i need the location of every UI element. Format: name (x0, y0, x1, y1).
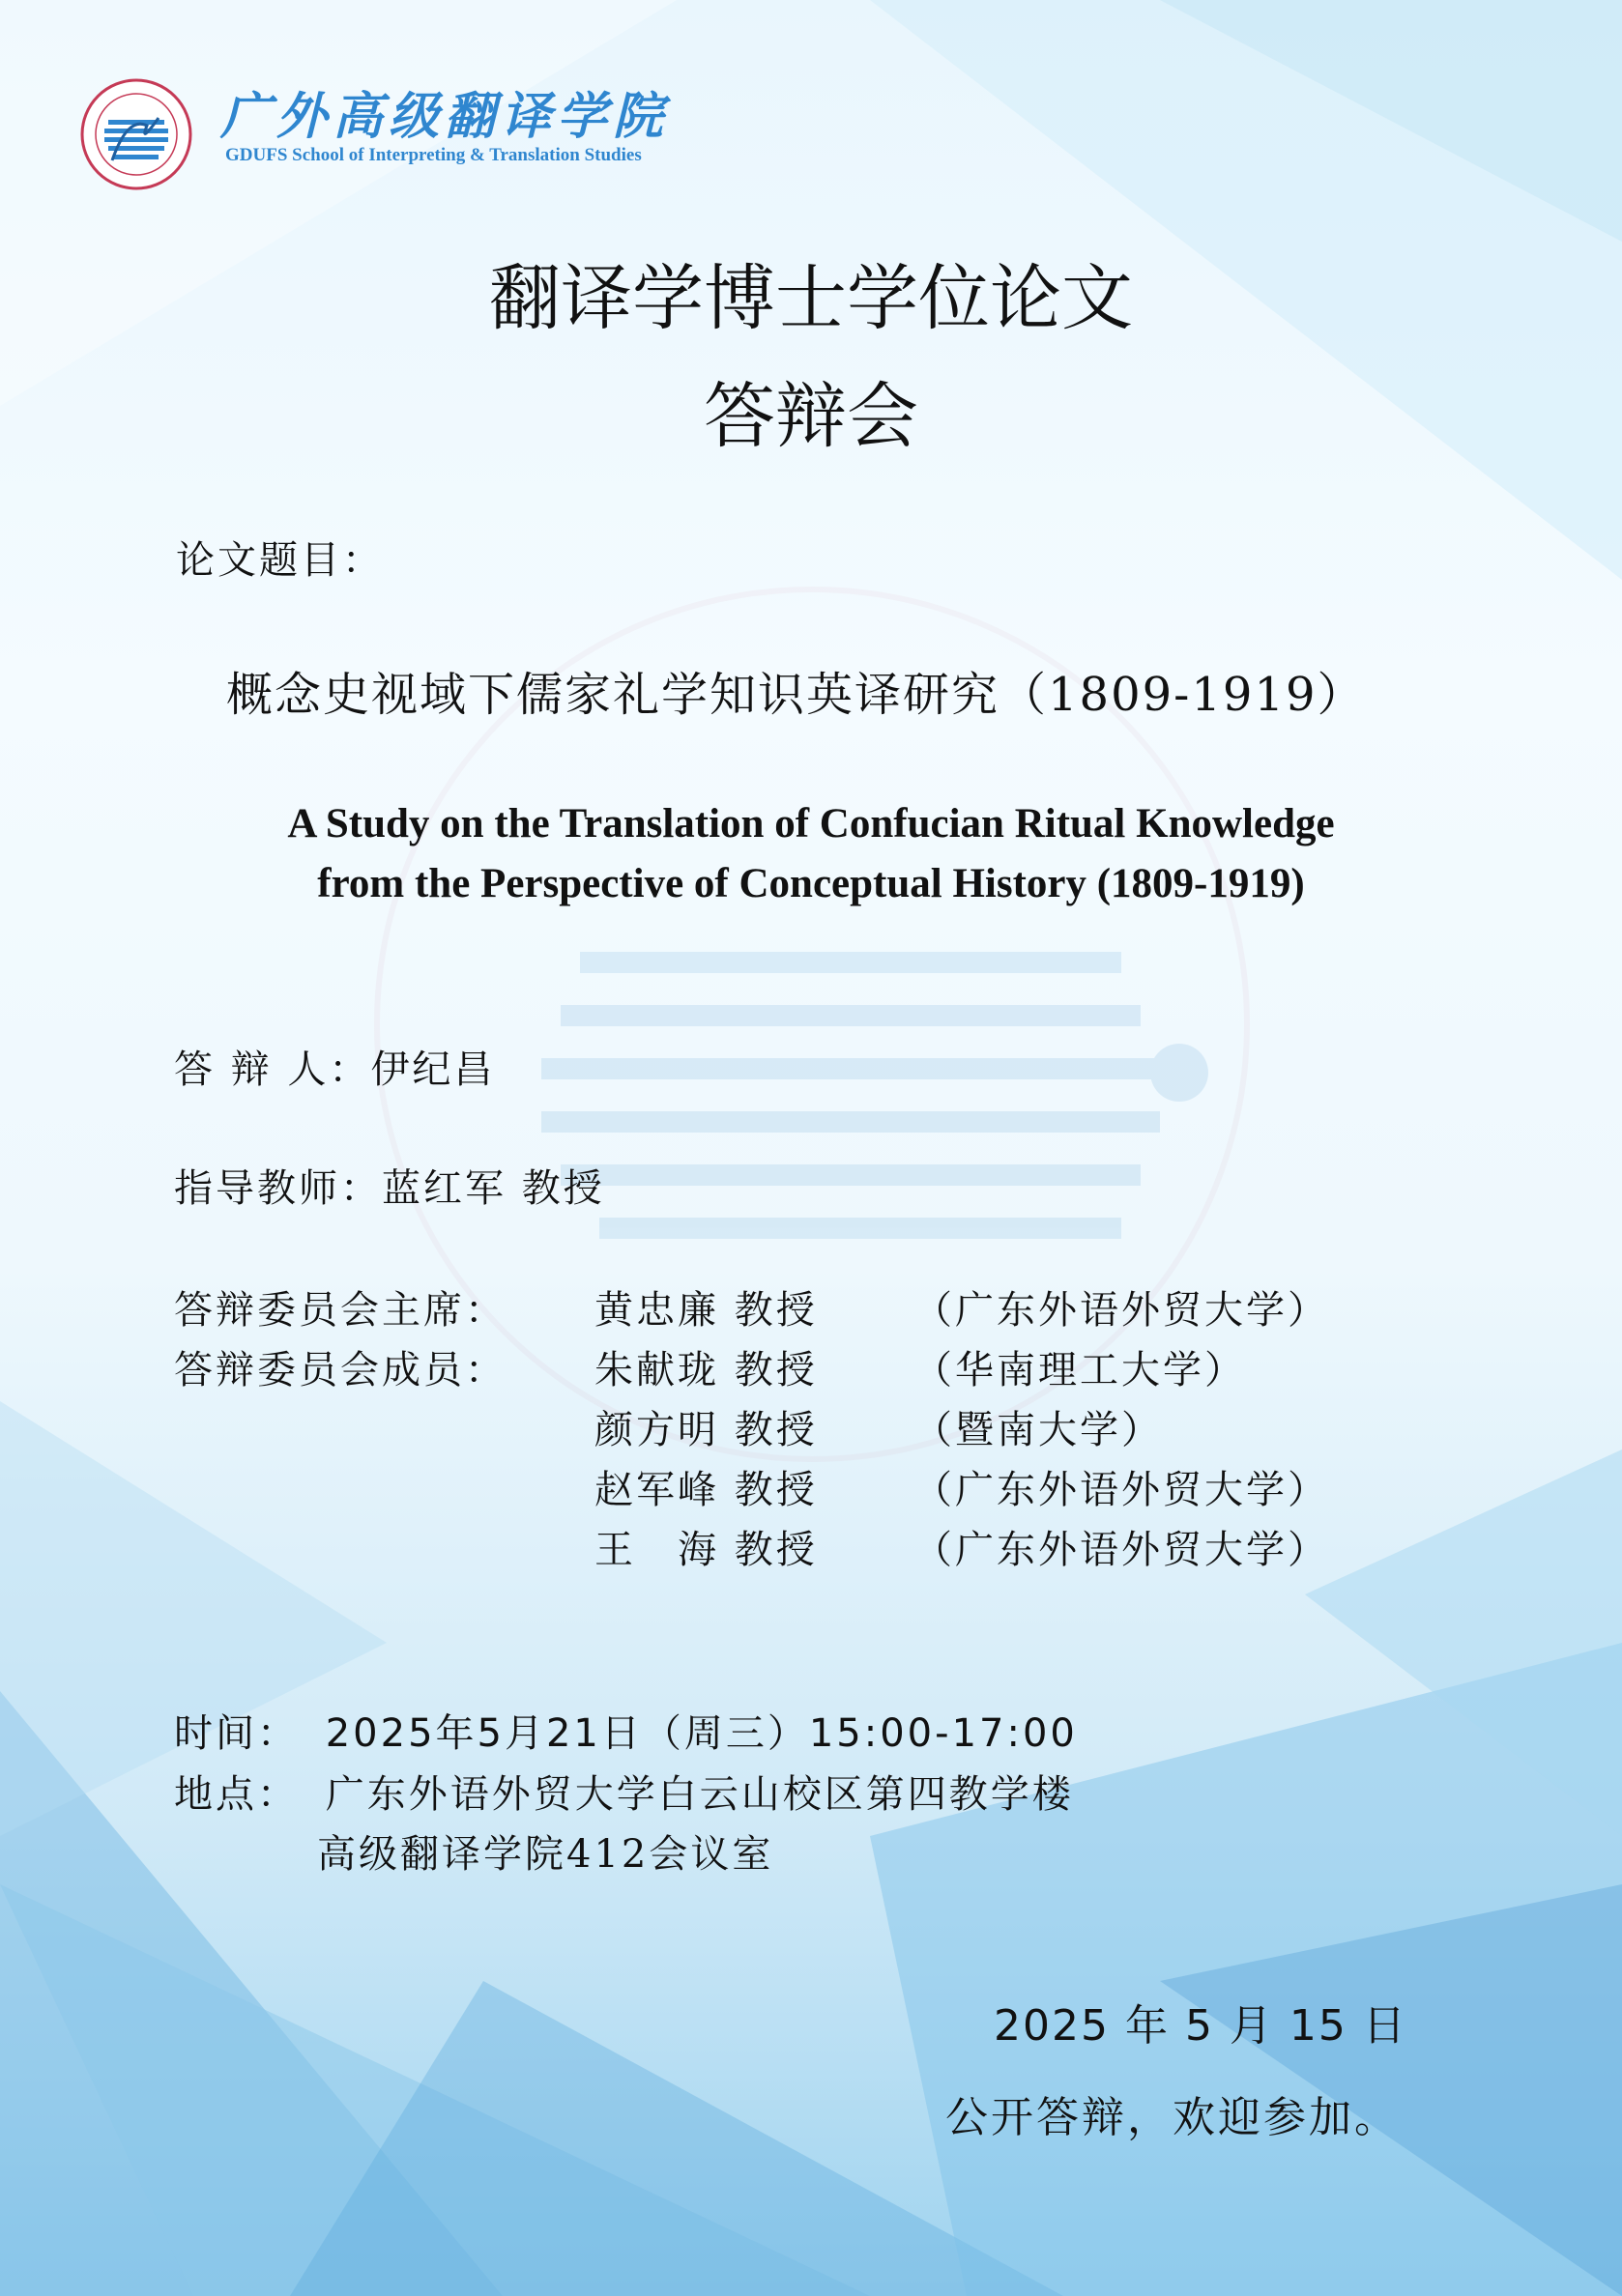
page-subtitle: 答辩会 (704, 375, 918, 458)
defender-name: 伊纪昌 (370, 1048, 496, 1092)
school-logo-icon (79, 77, 193, 191)
school-name-en: GDUFS School of Interpreting & Translation Studies (225, 145, 642, 165)
page-title: 翻译学博士学位论文 (489, 257, 1133, 340)
place-line2: 高级翻译学院412会议室 (317, 1832, 774, 1877)
thesis-title-en-line1: A Study on the Translation of Confucian Ritual Knowledge (287, 801, 1335, 847)
place-line1: 广东外语外贸大学白云山校区第四教学楼 (325, 1772, 1074, 1817)
committee-member-affiliation: （广东外语外贸大学） (913, 1528, 1329, 1572)
supervisor-label: 指导教师： (174, 1166, 382, 1211)
supervisor-name: 蓝红军 教授 (382, 1166, 605, 1211)
thesis-title-cn: 概念史视域下儒家礼学知识英译研究（1809-1919） (226, 668, 1366, 722)
committee-member-name: 朱献珑 教授 (594, 1348, 818, 1392)
committee-member-affiliation: （广东外语外贸大学） (913, 1468, 1329, 1512)
defender-row (174, 1039, 495, 1094)
notice-date: 2025 年 5 月 15 日 (994, 2001, 1407, 2051)
time-row (174, 1703, 1078, 1758)
public-notice: 公开答辩，欢迎参加。 (945, 2093, 1400, 2142)
thesis-title-en-line2: from the Perspective of Conceptual History (1809-1919) (317, 861, 1305, 906)
committee-member-name: 赵军峰 教授 (594, 1468, 818, 1512)
committee-member-affiliation: （广东外语外贸大学） (913, 1288, 1329, 1333)
committee-member-affiliation: （暨南大学） (913, 1408, 1163, 1452)
thesis-label: 论文题目： (176, 538, 384, 583)
committee-member-name: 黄忠廉 教授 (594, 1288, 818, 1333)
supervisor-row (174, 1158, 605, 1213)
place-label: 地点： (174, 1772, 299, 1817)
school-name-cn: 广外高级翻译学院 (220, 87, 670, 146)
place-row (174, 1764, 1074, 1819)
defender-label: 答 辩 人： (174, 1048, 371, 1092)
time-label: 时间： (174, 1711, 299, 1756)
committee-chair-label: 答辩委员会主席： (174, 1288, 507, 1333)
committee-member-name: 颜方明 教授 (594, 1408, 818, 1452)
committee-members-label: 答辩委员会成员： (174, 1348, 507, 1392)
time-value: 2025年5月21日（周三）15:00-17:00 (325, 1711, 1078, 1756)
thesis-title-en (0, 794, 1622, 914)
committee-member-name: 王 海 教授 (594, 1528, 818, 1572)
committee-member-affiliation: （华南理工大学） (913, 1348, 1246, 1392)
